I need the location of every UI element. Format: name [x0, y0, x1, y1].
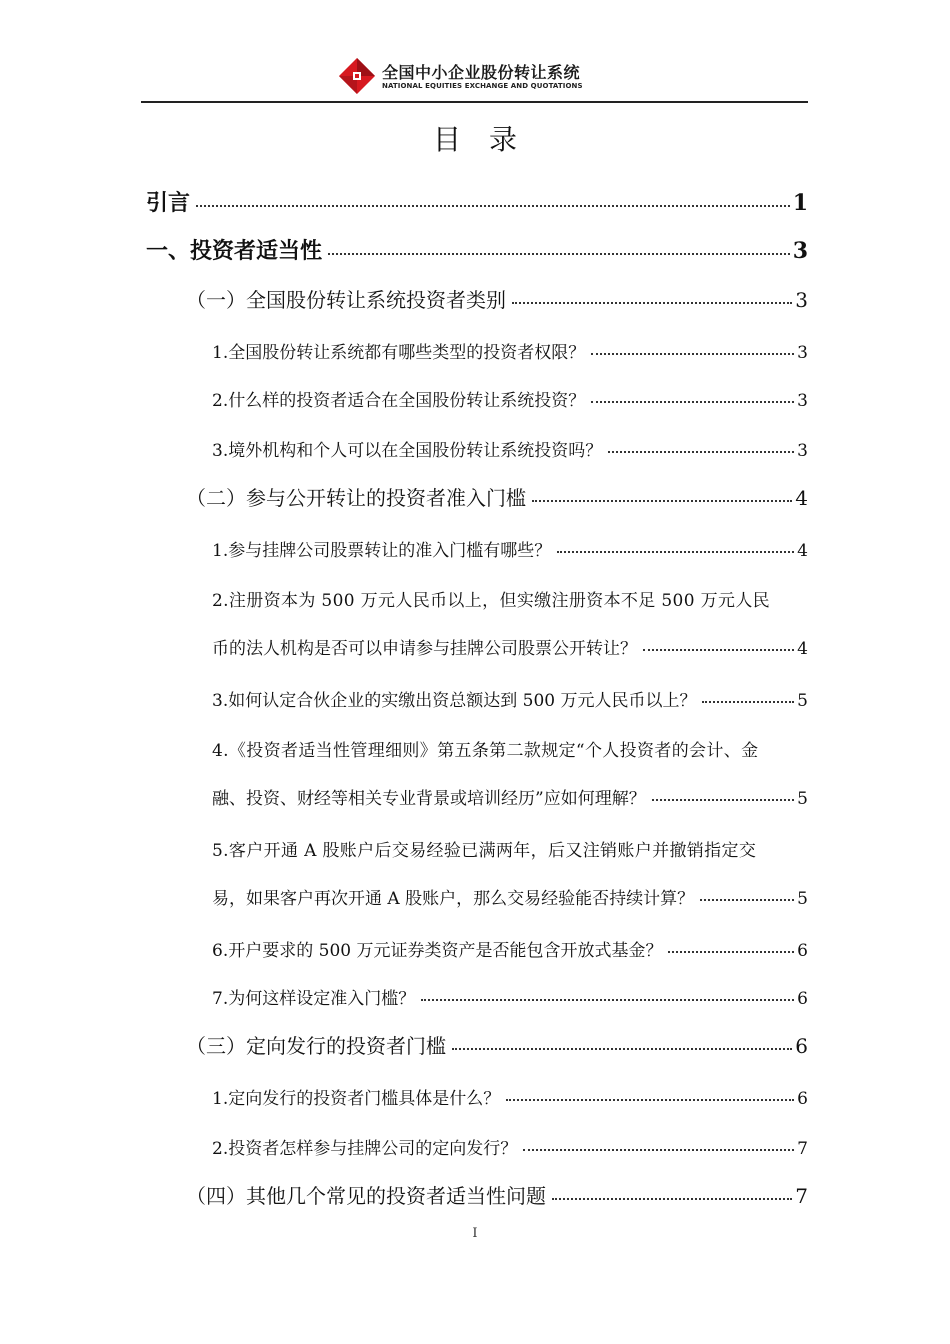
toc-entry-text: 一、投资者适当性	[146, 238, 323, 264]
toc-entry-text: 2.投资者怎样参与挂牌公司的定向发行？	[212, 1139, 518, 1159]
toc-entry-page: 3	[797, 343, 808, 363]
dot-leader	[652, 799, 794, 801]
toc-entry-text: 1.全国股份转让系统都有哪些类型的投资者权限？	[212, 343, 586, 363]
toc-entry-page: 4	[797, 541, 808, 561]
toc-entry-page: 7	[797, 1139, 808, 1159]
toc-entry-text: 2.什么样的投资者适合在全国股份转让系统投资？	[212, 391, 586, 411]
toc-entry-text: 引言	[146, 190, 191, 216]
toc-entry-page: 6	[797, 941, 808, 961]
toc-entry-text: 1.定向发行的投资者门槛具体是什么？	[212, 1089, 501, 1109]
toc-title: 目录	[432, 123, 545, 156]
toc-entry-text: 4.《投资者适当性管理细则》第五条第二款规定“个人投资者的会计、金	[212, 741, 759, 761]
dot-leader	[532, 500, 792, 502]
toc-entry-section-2[interactable]	[186, 482, 808, 511]
toc-entry-chapter-1[interactable]	[146, 234, 808, 265]
dot-leader	[506, 1099, 794, 1101]
toc-entry-question[interactable]	[212, 686, 808, 711]
toc-entry-question[interactable]	[212, 984, 808, 1009]
dot-leader	[512, 302, 792, 304]
brand-name-en: NATIONAL EQUITIES EXCHANGE AND QUOTATIONS	[382, 82, 583, 90]
dot-leader	[523, 1149, 794, 1151]
toc-entry-text: 7.为何这样设定准入门槛？	[212, 989, 416, 1009]
toc-entry-text: （二）参与公开转让的投资者准入门槛	[186, 486, 526, 510]
toc-entry-question[interactable]	[212, 936, 808, 961]
dot-leader	[452, 1048, 792, 1050]
toc-entry-text: （一）全国股份转让系统投资者类别	[186, 288, 506, 312]
toc-entry-intro[interactable]	[146, 186, 808, 217]
toc-entry-question[interactable]	[212, 836, 808, 909]
dot-leader	[668, 951, 794, 953]
toc-entry-text: 融、投资、财经等相关专业背景或培训经历”应如何理解？	[212, 789, 646, 809]
dot-leader	[643, 649, 794, 651]
toc-entry-question[interactable]	[212, 1134, 808, 1159]
toc-entry-text: 币的法人机构是否可以申请参与挂牌公司股票公开转让？	[212, 639, 637, 659]
toc-entry-question[interactable]	[212, 386, 808, 411]
toc-entry-question[interactable]	[212, 586, 808, 659]
toc-entry-text: 1.参与挂牌公司股票转让的准入门槛有哪些？	[212, 541, 552, 561]
brand-name-cn: 全国中小企业股份转让系统	[382, 63, 581, 82]
toc-entry-question[interactable]	[212, 436, 808, 461]
toc-entry-page: 1	[792, 190, 808, 216]
toc-entry-page: 4	[797, 639, 808, 659]
toc-entry-question[interactable]	[212, 338, 808, 363]
toc-entry-page: 5	[797, 691, 808, 711]
dot-leader	[552, 1198, 792, 1200]
toc-entry-text: 易，如果客户再次开通 A 股账户，那么交易经验能否持续计算？	[212, 889, 695, 909]
toc-entry-text: （四）其他几个常见的投资者适当性问题	[186, 1184, 546, 1208]
toc-entry-page: 5	[797, 889, 808, 909]
dot-leader	[557, 551, 794, 553]
toc-entry-text: 6.开户要求的 500 万元证券类资产是否能包含开放式基金？	[212, 941, 663, 961]
toc-entry-question[interactable]	[212, 736, 808, 809]
dot-leader	[608, 451, 794, 453]
toc-entry-page: 7	[795, 1184, 808, 1208]
toc-entry-section-1[interactable]	[186, 284, 808, 313]
toc-entry-page: 3	[797, 391, 808, 411]
toc-entry-page: 6	[797, 989, 808, 1009]
toc-entry-text: 5.客户开通 A 股账户后交易经验已满两年，后又注销账户并撤销指定交	[212, 841, 757, 861]
toc-entry-page: 6	[797, 1089, 808, 1109]
toc-entry-text: 3.如何认定合伙企业的实缴出资总额达到 500 万元人民币以上？	[212, 691, 697, 711]
dot-leader	[591, 353, 794, 355]
toc-entry-page: 3	[795, 288, 808, 312]
toc-entry-question[interactable]	[212, 536, 808, 561]
toc-entry-section-4[interactable]	[186, 1180, 808, 1209]
toc-entry-page: 4	[795, 486, 808, 510]
dot-leader	[196, 205, 790, 207]
page-number: I	[472, 1226, 478, 1241]
toc-entry-section-3[interactable]	[186, 1030, 808, 1059]
toc-entry-text: （三）定向发行的投资者门槛	[186, 1034, 446, 1058]
dot-leader	[328, 253, 790, 255]
toc-entry-text: 2.注册资本为 500 万元人民币以上，但实缴注册资本不足 500 万元人民	[212, 591, 771, 611]
dot-leader	[591, 401, 794, 403]
dot-leader	[702, 701, 794, 703]
dot-leader	[421, 999, 794, 1001]
toc-entry-page: 5	[797, 789, 808, 809]
toc-entry-text: 3.境外机构和个人可以在全国股份转让系统投资吗？	[212, 441, 603, 461]
toc-entry-page: 6	[795, 1034, 808, 1058]
toc-entry-page: 3	[792, 238, 808, 264]
toc-entry-question[interactable]	[212, 1084, 808, 1109]
dot-leader	[700, 899, 794, 901]
toc-entry-page: 3	[797, 441, 808, 461]
